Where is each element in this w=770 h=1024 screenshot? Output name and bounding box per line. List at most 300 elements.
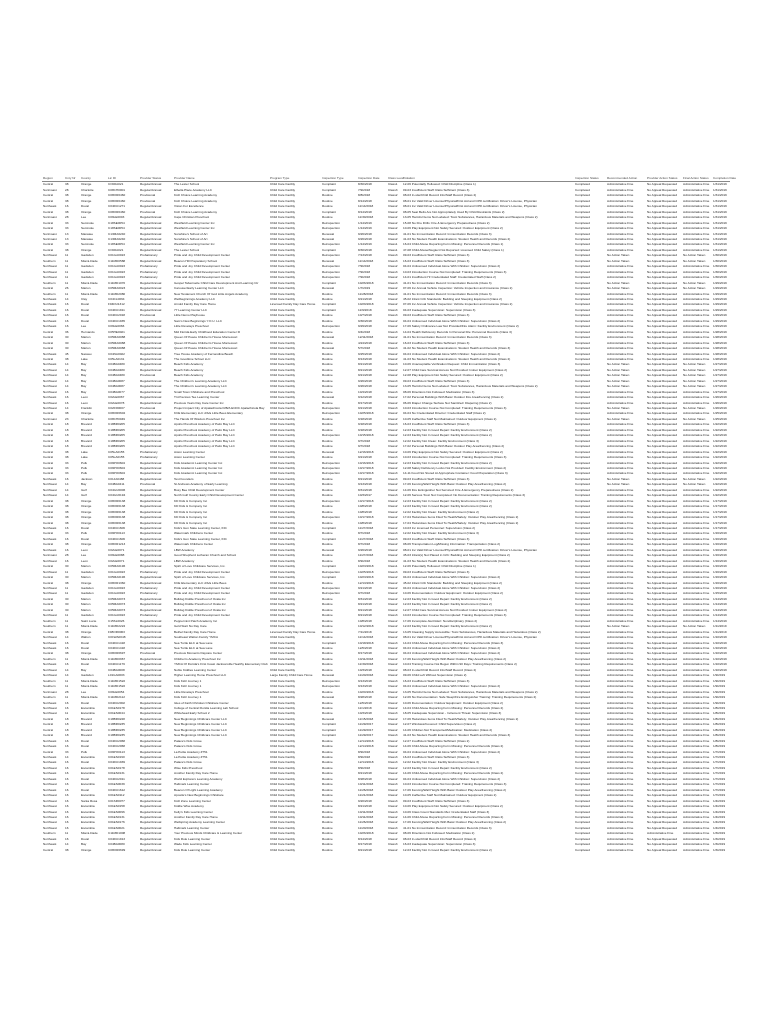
table-cell: Administrative Fine	[683, 847, 710, 852]
table-cell: No Appeal Requested	[647, 542, 678, 547]
table-cell: Administrative Fine	[607, 640, 634, 645]
column-header: Completion Date	[713, 176, 737, 180]
table-cell: Charlotte	[81, 416, 94, 421]
table-cell: Routine	[322, 667, 333, 672]
table-cell: 1/31/2019	[713, 231, 727, 236]
table-cell: Class2	[388, 198, 398, 203]
table-cell: 12-03 Facility Not In Good Repair: Facility Environment (Class 2)	[403, 504, 492, 509]
table-cell: 1/29/2019	[713, 291, 727, 296]
table-cell: Escambia	[81, 705, 95, 710]
table-cell: C08OR0460	[108, 193, 126, 198]
table-cell: Orange	[81, 182, 92, 187]
table-cell: Complaint	[322, 302, 336, 307]
table-cell: Administrative Fine	[683, 755, 710, 760]
table-cell: Brevard	[81, 733, 92, 738]
table-cell: 18	[65, 427, 69, 432]
table-cell: Administrative Fine	[683, 667, 710, 672]
table-cell: Northwest	[43, 804, 57, 809]
table-cell: 8/30/2018	[358, 247, 372, 252]
table-cell: 77 Learning Center LLC	[174, 307, 208, 312]
table-cell: Administrative Fine	[607, 226, 634, 231]
table-cell: Completed	[575, 247, 590, 252]
table-cell: Apollo Preschool Academy of Palm Bay LLC	[174, 422, 235, 427]
table-cell: 10-03 Introduction Course Not Completed: Training Requirements (Class 3)	[403, 613, 507, 618]
table-cell: Escambia	[81, 825, 95, 830]
table-cell: 1/4/2019	[713, 804, 726, 809]
table-cell: Administrative Fine	[607, 564, 634, 569]
table-cell: Regular/Annual	[140, 531, 162, 536]
table-cell: Completed	[575, 182, 590, 187]
table-cell: Duval	[81, 787, 89, 792]
table-cell: No Appeal Requested	[647, 329, 678, 334]
table-cell: 04-04 Unlicensed Individual Alone With Children: Supervision (Class 2)	[403, 575, 501, 580]
table-cell: Completed	[575, 716, 590, 721]
table-cell: Child Care Facility	[270, 765, 296, 770]
table-cell: 1/27/2019	[713, 362, 727, 367]
table-cell: Beach Kids Academy	[174, 362, 204, 367]
table-cell: No Appeal Requested	[647, 656, 678, 661]
table-cell: Large Family Child Care Home	[270, 673, 313, 678]
table-cell: Routine	[322, 427, 333, 432]
table-cell: Kids Kidz Journey 1	[174, 684, 202, 689]
table-cell: 8/14/2018	[358, 198, 372, 203]
table-cell: Duval	[81, 640, 89, 645]
table-cell: 45	[65, 351, 69, 356]
table-cell: Routine	[322, 787, 333, 792]
table-cell: 41-01 No Immunization Record: Immunization Records (Class 3)	[403, 231, 492, 236]
table-cell: 1/7/2019	[713, 765, 726, 770]
table-cell: 12-08 Play Equipment Not Safely Secured: Outdoor Equipment (Class 2)	[403, 373, 503, 378]
table-cell: No Action Taken	[607, 416, 630, 421]
table-cell: Regular/Annual	[140, 842, 162, 847]
table-cell: 8/21/2018	[358, 476, 372, 481]
table-cell: Probationary	[140, 455, 158, 460]
table-cell: Duval	[81, 836, 89, 841]
table-cell: Palace's Kids Grove	[174, 760, 202, 765]
table-cell: 12/6/2018	[358, 700, 372, 705]
table-cell: Completed	[575, 362, 590, 367]
table-cell: Administrative Fine	[683, 815, 710, 820]
table-cell: 9/12/2018	[358, 395, 372, 400]
table-cell: Administrative Fine	[607, 820, 634, 825]
table-cell: Child Care Facility	[270, 362, 296, 367]
table-cell: 9/18/2018	[358, 427, 372, 432]
table-cell: Polk	[81, 460, 88, 465]
column-header: Final Action Status	[682, 176, 712, 182]
table-cell: Kidz Choice Learning Academy	[174, 198, 217, 203]
table-cell: Administrative Fine	[683, 302, 710, 307]
table-cell: Class2	[388, 460, 398, 465]
table-cell: 41-03 No Student Health Examinations: Student Health and Records (Class 3)	[403, 733, 511, 738]
table-cell: Child Care Facility	[270, 313, 296, 318]
table-cell: Regular/Annual	[140, 689, 162, 694]
table-cell: 10/11/2018	[358, 656, 374, 661]
table-cell: No Appeal Requested	[647, 825, 678, 830]
table-cell: 38	[65, 629, 69, 634]
table-cell: No Appeal Requested	[647, 253, 678, 258]
table-cell: CO00A021	[108, 247, 124, 252]
table-cell: 28	[65, 553, 69, 558]
table-cell: 1/10/2019	[713, 645, 727, 650]
table-cell: 09-03 Insufficient Staff: Ratio Sufficient (Class 3)	[403, 476, 470, 481]
table-cell: Completed	[575, 231, 590, 236]
table-cell: C05MA0073	[108, 596, 126, 601]
table-cell: Administrative Fine	[607, 536, 634, 541]
table-cell: C08OR1360	[108, 580, 126, 585]
table-cell: Regular/Annual	[140, 711, 162, 716]
table-cell: 16-03 Insufficient Staff: Ratio Sufficient (Class 3)	[403, 422, 470, 427]
table-cell: 33	[65, 226, 69, 231]
table-cell: Regular/Annual	[140, 836, 162, 841]
table-cell: Miami-Dade	[81, 656, 98, 661]
table-cell: Administrative Fine	[683, 787, 710, 792]
table-cell: Complaint	[322, 247, 336, 252]
table-cell: Routine	[322, 384, 333, 389]
table-cell: Reinspection	[322, 591, 340, 596]
table-cell: 8/13/2018	[358, 356, 372, 361]
table-cell: 11/30/2018	[358, 662, 374, 667]
table-cell: No Appeal Requested	[647, 302, 678, 307]
table-cell: Routine	[322, 580, 333, 585]
table-cell: Administrative Fine	[607, 242, 634, 247]
table-cell: 10-03 Introduction Course Not Completed: Training Requirements (Class 3)	[403, 455, 507, 460]
table-cell: Duval	[81, 318, 89, 323]
table-cell: 16	[65, 302, 69, 307]
table-cell: 08-05 Seat Belts Are Not Appropriately Used By Child Restraints (Class 2)	[403, 209, 505, 214]
table-cell: Completed	[575, 722, 590, 727]
table-cell: Class2	[388, 793, 398, 798]
table-cell: No Appeal Requested	[647, 809, 678, 814]
table-cell: Routine	[322, 847, 333, 852]
table-cell: Northwest	[43, 613, 57, 618]
table-cell: Sunshine's School of Art	[174, 236, 208, 241]
table-cell: Child Care Facility	[270, 662, 296, 667]
table-cell: 16	[65, 526, 69, 530]
table-cell: Seminole	[81, 242, 94, 247]
table-cell: Administrative Fine	[607, 236, 634, 241]
table-cell: Queen Of Peace Children's House Montessori	[174, 335, 238, 340]
table-cell: 23	[65, 416, 69, 421]
table-cell: 1/30/2019	[713, 264, 727, 269]
table-cell: Completed	[575, 400, 590, 405]
table-cell: Child Care Facility	[270, 787, 296, 792]
table-cell: 1/17/2019	[713, 515, 727, 520]
table-cell: Administrative Fine	[607, 651, 634, 656]
table-cell: Regular/Annual	[140, 422, 162, 427]
table-cell: Child Care Facility	[270, 422, 296, 427]
table-cell: 9/21/2018	[358, 585, 372, 590]
table-cell: Class2	[388, 804, 398, 809]
table-cell: 16	[65, 782, 69, 787]
table-cell: Administrative Fine	[683, 329, 710, 334]
table-cell: Orange	[81, 542, 92, 547]
table-cell: 41-03 No Student Health Examinations: Student Health and Records (Class 2)	[403, 356, 511, 361]
table-cell: Administrative Fine	[683, 798, 710, 803]
table-cell: C11MD0588	[108, 258, 126, 263]
table-cell: Completed	[575, 482, 590, 487]
table-cell: Central	[43, 193, 53, 198]
table-cell: No Appeal Requested	[647, 231, 678, 236]
table-cell: 10-03 Introduction Course Not Completed: Training Requirements (Class 3)	[403, 782, 507, 787]
table-cell: Northeast	[43, 776, 57, 781]
table-cell: Brevard	[81, 444, 92, 449]
table-cell: 45-03 Infant(s) Not Placed in Crib: Bedding and Sleeping Equipment (Class 2)	[403, 553, 510, 558]
table-cell: 10/29/2018	[358, 302, 374, 307]
table-cell: Completed	[575, 318, 590, 323]
table-cell: Child Care Facility	[270, 411, 296, 416]
table-cell: SunCoast	[43, 236, 57, 241]
table-cell: 11	[65, 613, 69, 618]
table-cell: Apollo Preschool Academy of Palm Bay LLC	[174, 433, 235, 438]
column-header: Class Level	[388, 176, 404, 180]
table-cell: Administrative Fine	[683, 705, 710, 710]
table-cell: Class2	[388, 695, 398, 700]
table-cell: Completed	[575, 411, 590, 416]
table-cell: 1/28/2019	[713, 356, 727, 361]
table-cell: Northwest	[43, 558, 57, 563]
table-cell: 1/22/2019	[713, 422, 727, 427]
table-cell: C01GA0023	[108, 275, 126, 280]
table-cell: C18SE0054	[108, 220, 125, 225]
column-header: Inspection Type	[321, 176, 357, 182]
table-cell: Class2	[388, 367, 398, 372]
table-cell: 28	[65, 215, 69, 220]
table-cell: Child Care Facility	[270, 804, 296, 809]
table-cell: Escambia	[81, 782, 95, 787]
table-cell: Child Care Facility	[270, 536, 296, 541]
table-cell: 18	[65, 438, 69, 443]
column-header: Program Type	[269, 176, 321, 182]
table-cell: Administrative Fine	[607, 422, 634, 427]
table-cell: 16	[65, 640, 69, 645]
table-cell: Administrative Fine	[683, 765, 710, 770]
table-cell: 1/22/2019	[713, 460, 727, 465]
table-cell: 7/9/2018	[358, 187, 371, 192]
table-cell: Renewal	[322, 258, 335, 263]
table-cell: Seminole	[81, 226, 94, 231]
table-cell: 10/11/2018	[358, 815, 374, 820]
table-cell: 04-04 Unlicensed Individual Alone With Children: Supervision (Class 2)	[403, 585, 501, 590]
table-cell: C02FR0007	[108, 406, 125, 411]
table-cell: No Appeal Requested	[647, 575, 678, 580]
table-cell: 1/16/2019	[713, 585, 727, 590]
table-cell: Northwest	[43, 782, 57, 787]
table-cell: Probationary	[140, 275, 158, 280]
table-cell: Bulldog Kiddie Preschool of Ocala Inc	[174, 602, 226, 607]
table-cell: Completed	[575, 466, 590, 471]
table-cell: 1/4/2019	[713, 798, 726, 803]
table-cell: Class2	[388, 444, 398, 449]
table-cell: No Appeal Requested	[647, 847, 678, 852]
table-cell: 38	[65, 504, 69, 509]
table-cell: Completed	[575, 291, 590, 296]
table-cell: C04DU1612	[108, 787, 126, 792]
table-cell: C08CH0001	[108, 187, 126, 192]
table-cell: 1/9/2019	[713, 678, 726, 683]
table-cell: No Appeal Requested	[647, 471, 678, 476]
table-cell: 18	[65, 444, 69, 449]
table-cell: Noble Kiddies Learning Center	[174, 667, 217, 672]
table-cell: Kids Academic Learning Center Inc	[174, 460, 223, 465]
table-cell: 30	[65, 564, 69, 569]
table-cell: Central	[43, 356, 53, 361]
table-cell: Brevard	[81, 716, 92, 721]
table-cell: C05MA0088	[108, 335, 126, 340]
table-cell: C18SE0054	[108, 242, 125, 247]
table-cell: Administrative Fine	[607, 449, 634, 454]
table-cell: No Appeal Requested	[647, 220, 678, 225]
table-cell: No Appeal Requested	[647, 340, 678, 345]
table-cell: 8/9/2018	[358, 765, 371, 770]
table-cell: Probationary	[140, 569, 158, 574]
table-cell: 11	[65, 258, 69, 263]
table-cell: Queen Of Peace Children's House Montessori	[174, 346, 238, 351]
table-cell: 1/29/2019	[713, 280, 727, 285]
table-cell: C11MD1070	[108, 280, 126, 285]
table-cell: Child Care Facility	[270, 351, 296, 356]
table-cell: No Appeal Requested	[647, 531, 678, 536]
table-cell: 10/18/2018	[358, 640, 374, 645]
table-cell: 16	[65, 558, 69, 563]
table-cell: C04GU0006	[108, 487, 126, 492]
table-cell: Northwest	[43, 820, 57, 825]
table-cell: Regular/Annual	[140, 291, 162, 296]
table-cell: Another Family Day Care Home	[174, 815, 218, 820]
table-cell: Completed	[575, 820, 590, 825]
table-cell: Marion	[81, 335, 91, 340]
table-cell: Regular/Annual	[140, 526, 162, 530]
table-cell: Orange	[81, 411, 92, 416]
table-cell: 41-03 No Student Health Examinations: Student Health and Records (Class 2)	[403, 558, 511, 563]
table-cell: Administrative Fine	[683, 193, 710, 198]
table-cell: Administrative Fine	[683, 607, 710, 612]
table-cell: Complaint	[322, 187, 336, 192]
table-cell: Southern	[43, 831, 56, 836]
table-cell: Your Precious Minds Childcare & Learning Center	[174, 831, 243, 836]
table-cell: Administrative Fine	[607, 411, 634, 416]
table-cell: Northeast	[43, 296, 57, 301]
table-cell: Provisional	[140, 198, 156, 203]
table-cell: Administrative Fine	[607, 433, 634, 438]
table-cell: Lake	[81, 455, 88, 460]
table-cell: Routine	[322, 455, 333, 460]
table-cell: No Appeal Requested	[647, 547, 678, 552]
table-cell: Administrative Fine	[683, 656, 710, 661]
table-cell: Administrative Fine	[607, 395, 634, 400]
table-cell: Completed	[575, 340, 590, 345]
table-cell: 1/3/2019	[713, 836, 726, 841]
table-cell: 47-08 Child Abuse/Neglect Not Reported: Licensed Child Safety (Class 1)	[403, 247, 504, 252]
table-cell: Administrative Fine	[607, 498, 634, 503]
table-cell: 38	[65, 515, 69, 520]
table-cell: Class3	[388, 406, 398, 411]
table-cell: Northeast	[43, 700, 57, 705]
table-cell: Child Care Facility	[270, 296, 296, 301]
table-cell: Northeast	[43, 302, 57, 307]
table-cell: C04DU2068	[108, 738, 126, 743]
table-cell: 1/26/2019	[713, 400, 727, 405]
table-cell: Child Care Facility	[270, 269, 296, 274]
table-cell: Central	[43, 444, 53, 449]
table-cell: Child Care Facility	[270, 476, 296, 481]
table-cell: 41-01 No Immunization Record: Immunization Records (Class 3)	[403, 335, 492, 340]
table-cell: Completed	[575, 842, 590, 847]
table-cell: Orange	[81, 515, 92, 520]
table-cell: Administrative Fine	[607, 825, 634, 830]
table-cell: Child Care Facility	[270, 258, 296, 263]
table-cell: Child Care Facility	[270, 471, 296, 476]
table-cell: Administrative Fine	[683, 635, 710, 640]
table-cell: Class3	[388, 269, 398, 274]
table-cell: Northeast	[43, 645, 57, 650]
table-cell: No Appeal Requested	[647, 493, 678, 498]
table-cell: 04-04 Unlicensed Individual Alone With Children: Supervision (Class 2)	[403, 749, 501, 754]
table-cell: Child Care Facility	[270, 498, 296, 503]
table-cell: Child Care Facility	[270, 624, 296, 629]
table-cell: Child Care Facility	[270, 264, 296, 269]
table-cell: 30	[65, 602, 69, 607]
table-cell: 17-06 Fencing/Wall Height With Basic Outdoor Play Area/Fencing (Class 2)	[403, 656, 507, 661]
table-cell: 16	[65, 662, 69, 667]
table-cell: Duval	[81, 536, 89, 541]
table-cell: 1/27/2019	[713, 389, 727, 394]
table-cell: 10-05 Inaffective Staff Not Maintained: Outdoor Equipment (Class 2)	[403, 793, 497, 798]
table-cell: Kids Kidz Journey 1	[174, 678, 202, 683]
table-cell: Completed	[575, 296, 590, 301]
table-cell: Child Care Facility	[270, 220, 296, 225]
table-cell: 10/3/2018	[358, 711, 372, 716]
table-cell: Class2	[388, 226, 398, 231]
table-cell: 10/8/2018	[358, 504, 372, 509]
table-cell: Wise Kids Preschool	[174, 765, 203, 770]
table-cell: Child Care Facility	[270, 607, 296, 612]
table-cell: Northeast	[43, 755, 57, 760]
table-cell: Administrative Fine	[683, 711, 710, 716]
table-cell: Duval	[81, 307, 89, 312]
table-cell: Child Care Facility	[270, 602, 296, 607]
table-cell: Routine	[322, 755, 333, 760]
table-cell: 30	[65, 335, 69, 340]
table-cell: Administrative Fine	[607, 716, 634, 721]
table-cell: Probationary	[140, 585, 158, 590]
table-cell: Administrative Fine	[607, 526, 634, 530]
table-cell: C01WA0048	[108, 635, 126, 640]
table-cell: C08OR0460	[108, 209, 126, 214]
table-cell: 11	[65, 656, 69, 661]
table-cell: 13-05 Harmful Items Not Labeled: Toxic Substances, Hazardous Materials and Weapons (Class 2)	[403, 689, 538, 694]
table-cell: Kids's Gun State Learning Center, INC	[174, 536, 227, 541]
table-cell: No Action Taken	[683, 384, 706, 389]
table-cell: Administrative Fine	[607, 302, 634, 307]
table-cell: No Appeal Requested	[647, 378, 678, 383]
table-cell: Duval	[81, 700, 89, 705]
table-cell: Class2	[388, 324, 398, 329]
table-cell: Northwest	[43, 264, 57, 269]
table-cell: Completed	[575, 787, 590, 792]
table-cell: Completed	[575, 313, 590, 318]
table-cell: Children's Academy Preschool Inc	[174, 656, 221, 661]
table-cell: 1/16/2019	[713, 558, 727, 563]
table-cell: 1/27/2019	[713, 378, 727, 383]
table-cell: 7/9/2018	[358, 269, 371, 274]
table-cell: Completed	[575, 575, 590, 580]
table-cell: No Action Taken	[683, 416, 706, 421]
table-cell: Central	[43, 651, 53, 656]
table-cell: Provisional	[140, 313, 156, 318]
table-cell: Southern	[43, 695, 56, 700]
table-cell: Leon	[81, 558, 88, 563]
table-cell: Marion	[81, 286, 91, 291]
